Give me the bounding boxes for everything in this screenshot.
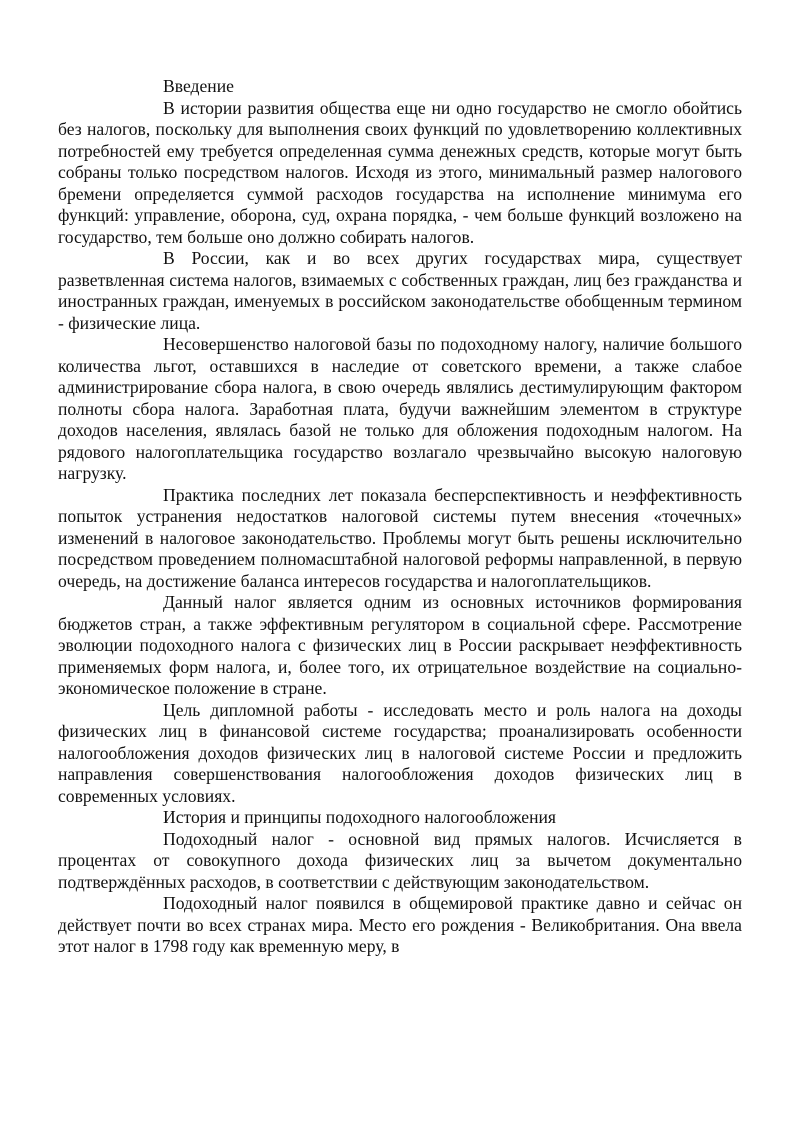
section-heading-history: История и принципы подоходного налогообложения	[163, 807, 556, 827]
document-page	[58, 76, 742, 958]
paragraph: Подоходный налог появился в общемировой практике давно и сейчас он действует почти во всех странах мира. Место его рождения - Великобритания. Она ввела этот налог в 1798 году как временную меру, в	[58, 893, 742, 956]
paragraph: В России, как и во всех других государствах мира, существует разветвленная система налогов, взимаемых с собственных граждан, лиц без гражданства и иностранных граждан, именуемых в российском законодательстве обобщенным термином - физические лица.	[58, 248, 742, 333]
paragraph: В истории развития общества еще ни одно государство не смогло обойтись без налогов, поскольку для выполнения своих функций по удовлетворению коллективных потребностей ему требуется определенная сумма денежных средств, которые могут быть собраны только посредством налогов. Исходя из этого, минимальный размер налогового бремени определяется суммой расходов государства на исполнение минимума его функций: управление, оборона, суд, охрана порядка, - чем больше функций возложено на государство, тем больше оно должно собирать налогов.	[58, 97, 742, 247]
section-heading-introduction: Введение	[163, 76, 234, 96]
paragraph: Несовершенство налоговой базы по подоходному налогу, наличие большого количества льгот, оставшихся в наследие от советского времени, а также слабое администрирование сбора налога, в свою очередь являлись дестимулирующим фактором полноты сбора налога. Заработная плата, будучи важнейшим элементом в структуре доходов населения, являлась базой не только для обложения подоходным налогом. На рядового налогоплательщика государство возлагало чрезвычайно высокую налоговую нагрузку.	[58, 334, 742, 483]
paragraph: Данный налог является одним из основных источников формирования бюджетов стран, а также эффективным регулятором в социальной сфере. Рассмотрение эволюции подоходного налога с физических лиц в России раскрывает неэффективность применяемых форм налога, и, более того, их отрицательное воздействие на социально-экономическое положение в стране.	[58, 592, 742, 698]
paragraph: Практика последних лет показала бесперспективность и неэффективность попыток устранения недостатков налоговой системы путем внесения «точечных» изменений в налоговое законодательство. Проблемы могут быть решены исключительно посредством проведением полномасштабной налоговой реформы направленной, в первую очередь, на достижение баланса интересов государства и налогоплательщиков.	[58, 484, 742, 591]
paragraph: Подоходный налог - основной вид прямых налогов. Исчисляется в процентах от совокупного дохода физических лиц за вычетом документально подтверждённых расходов, в соответствии с действующим законодательством.	[58, 828, 742, 892]
paragraph: Цель дипломной работы - исследовать место и роль налога на доходы физических лиц в финансовой системе государства; проанализировать особенности налогообложения доходов физических лиц в налоговой системе России и предложить направления совершенствования налогообложения доходов физических лиц в современных условиях.	[58, 699, 742, 806]
